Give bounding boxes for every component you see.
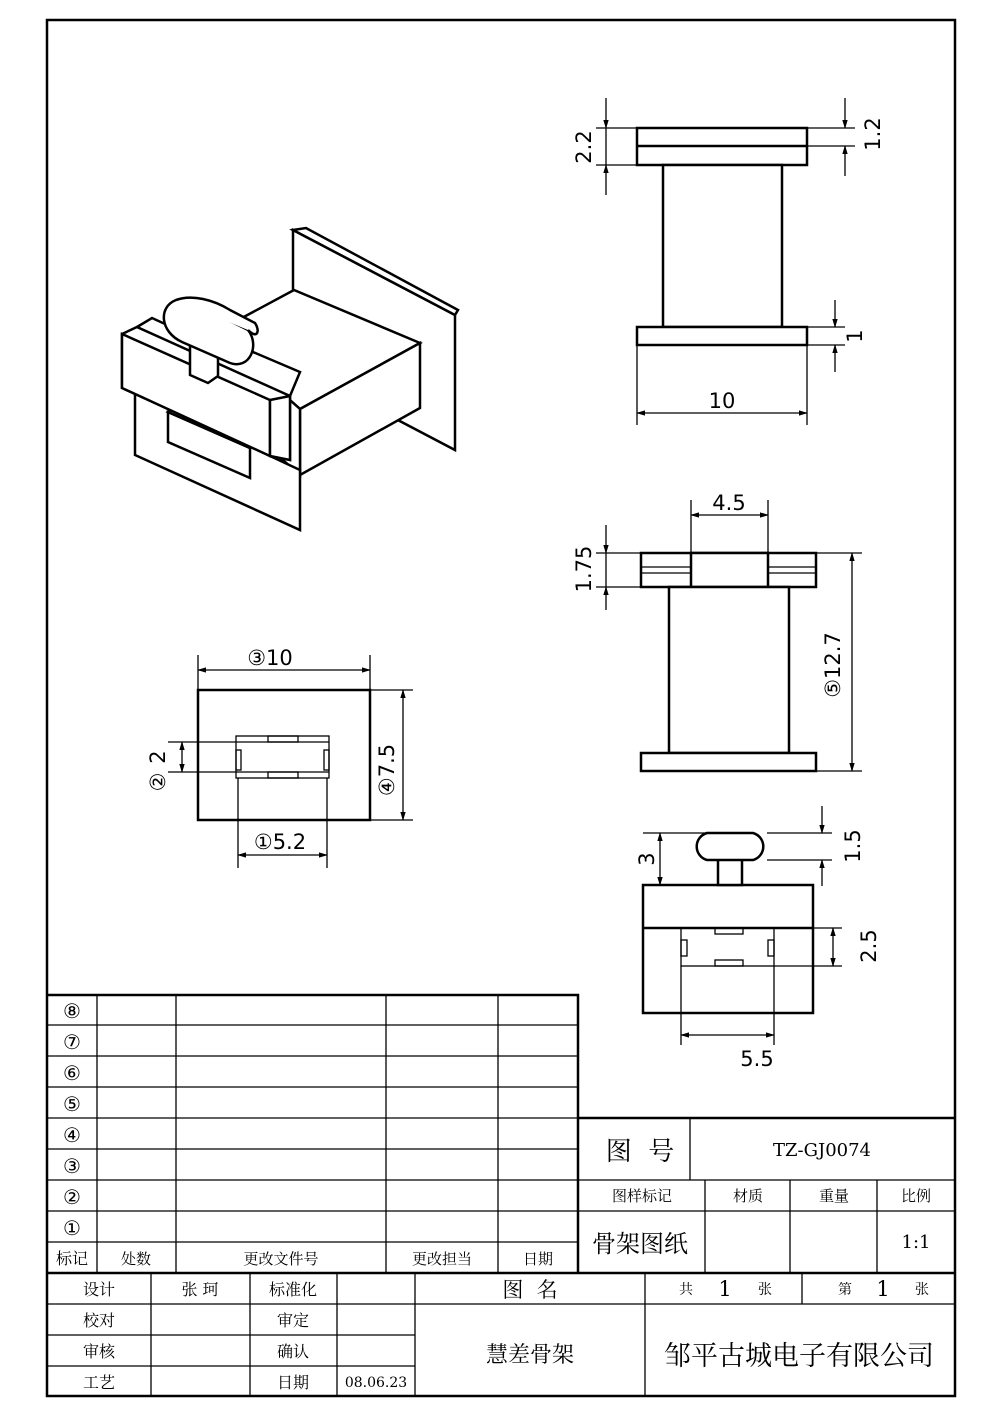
- isometric-view: [122, 228, 458, 530]
- rev-row-1: ①: [63, 1216, 81, 1240]
- dim-side-top-width: 4.5: [712, 491, 746, 515]
- company-name: 邹平古城电子有限公司: [664, 1341, 934, 1372]
- rev-row-4: ④: [63, 1123, 81, 1147]
- revision-table: [47, 995, 578, 1273]
- material-label: 材质: [732, 1187, 764, 1205]
- sheet-unit: 张: [915, 1282, 929, 1298]
- dim-plan-slot-height: 2: [146, 750, 170, 764]
- part-name: 慧差骨架: [485, 1343, 575, 1368]
- rev-row-5: ⑤: [63, 1092, 81, 1116]
- dim-front-width: 10: [708, 389, 736, 413]
- scale-label: 比例: [900, 1187, 932, 1205]
- total-label: 共: [679, 1282, 693, 1298]
- total-unit: 张: [758, 1282, 772, 1298]
- dim-side-top-height: 1.75: [572, 545, 596, 593]
- rev-header-count: 处数: [120, 1250, 152, 1268]
- drawing-type: 骨架图纸: [592, 1230, 688, 1258]
- rev-row-6: ⑥: [63, 1061, 81, 1085]
- drawing-number-label: 图 号: [605, 1137, 675, 1167]
- side-view: [572, 491, 862, 771]
- design-label: 设计: [82, 1280, 116, 1299]
- date-value: 08.06.23: [344, 1375, 408, 1391]
- designer-name: 张 珂: [181, 1280, 219, 1299]
- sheet-label: 第: [838, 1282, 852, 1298]
- review-label: 审核: [82, 1342, 116, 1361]
- drawing-number: TZ-GJ0074: [773, 1140, 871, 1161]
- standardize-label: 标准化: [268, 1280, 318, 1299]
- title-block: [47, 1118, 955, 1396]
- process-label: 工艺: [82, 1373, 116, 1392]
- dim-bottom-slot: 2.5: [857, 929, 881, 963]
- sheet-value: 1: [876, 1277, 890, 1301]
- pattern-mark-label: 图样标记: [611, 1187, 673, 1205]
- drawing-name-label: 图 名: [502, 1278, 558, 1302]
- rev-header-owner: 更改担当: [411, 1250, 473, 1268]
- confirm-label: 确认: [276, 1342, 310, 1361]
- front-view: [572, 98, 885, 425]
- dim-front-bottom-flange: 1: [843, 329, 867, 343]
- dim-front-top-height: 2.2: [572, 130, 596, 164]
- dim-bottom-pin-total: 3: [635, 852, 659, 866]
- rev-row-2: ②: [63, 1185, 81, 1209]
- total-value: 1: [718, 1277, 732, 1301]
- scale-value: 1:1: [901, 1232, 931, 1253]
- dim-bottom-width: 5.5: [740, 1047, 774, 1071]
- rev-row-7: ⑦: [63, 1030, 81, 1054]
- date-label: 日期: [276, 1373, 310, 1392]
- dim-plan-width: ③10: [247, 646, 293, 670]
- check-label: 校对: [82, 1311, 116, 1330]
- rev-header-doc-no: 更改文件号: [243, 1250, 319, 1268]
- dim-bottom-pin-head: 1.5: [841, 829, 865, 863]
- dim-plan-slot-width: ①5.2: [253, 830, 307, 854]
- rev-row-3: ③: [63, 1154, 81, 1178]
- dim-front-top-flange: 1.2: [861, 117, 885, 151]
- dim-plan-height: ④7.5: [375, 743, 399, 797]
- rev-header-mark: 标记: [55, 1249, 89, 1268]
- rev-header-date: 日期: [522, 1250, 554, 1268]
- dim-plan-slot-mark: ②: [146, 772, 170, 792]
- bottom-view: [635, 806, 881, 1071]
- approve-label: 审定: [276, 1311, 310, 1330]
- dim-side-height: ⑤12.7: [821, 632, 845, 698]
- rev-row-8: ⑧: [63, 999, 81, 1023]
- weight-label: 重量: [818, 1187, 850, 1205]
- plan-view: [146, 646, 413, 868]
